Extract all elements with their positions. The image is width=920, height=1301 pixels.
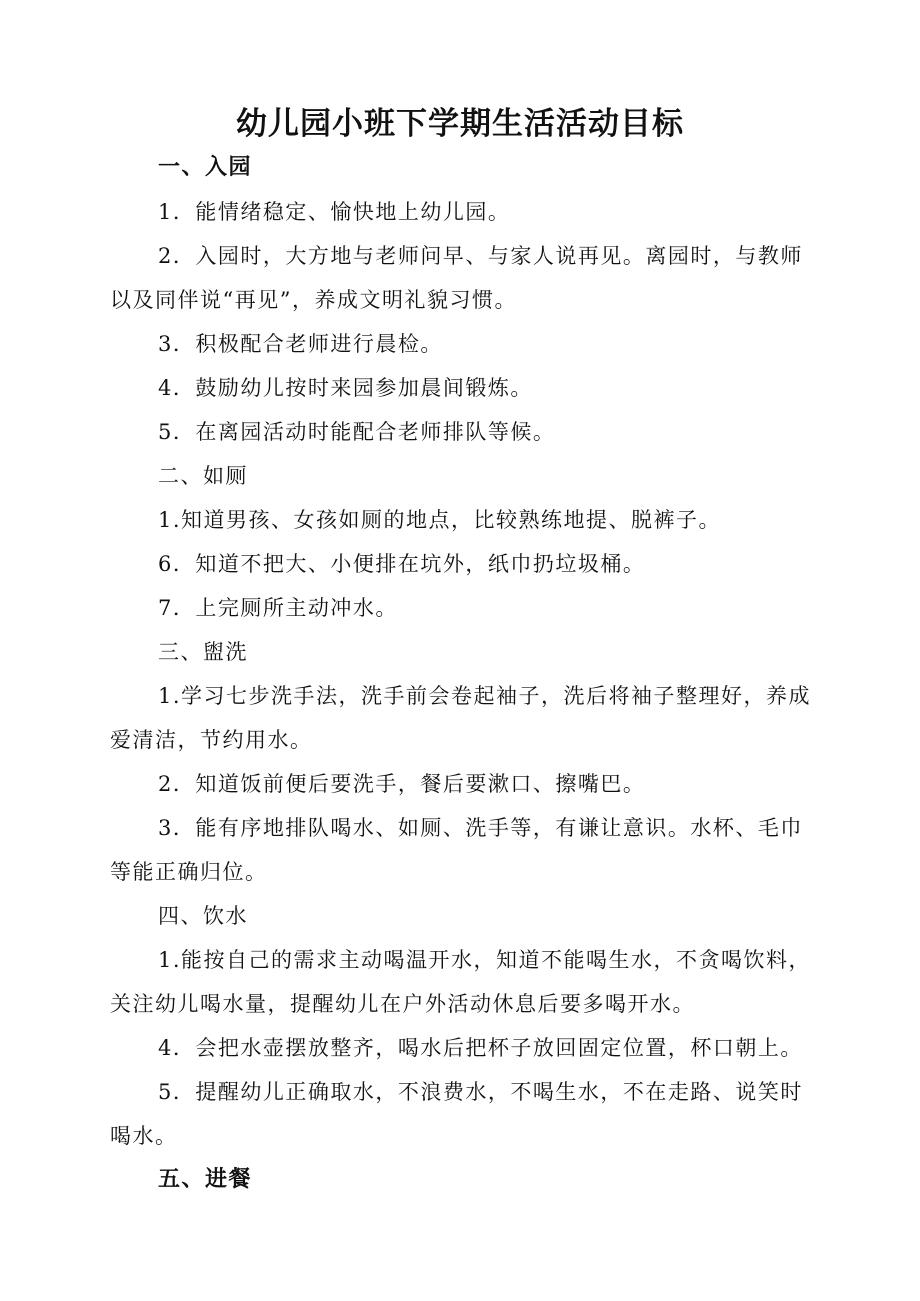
text-line: 7．上完厕所主动冲水。 [158,596,398,620]
text-line: 5．提醒幼儿正确取水，不浪费水，不喝生水，不在走路、说笑时 [158,1080,803,1104]
text-line: 3．能有序地排队喝水、如厕、洗手等，有谦让意识。水杯、毛巾 [158,816,803,840]
text-line: 4．鼓励幼儿按时来园参加晨间锻炼。 [158,376,533,400]
text-line: 喝水。 [110,1124,178,1148]
text-line: 三、盥洗 [158,640,248,664]
text-line: 5．在离园活动时能配合老师排队等候。 [158,420,556,444]
text-line: 关注幼儿喝水量，提醒幼儿在户外活动休息后要多喝开水。 [110,992,695,1016]
text-line: 四、饮水 [158,904,248,928]
text-line: 6．知道不把大、小便排在坑外，纸巾扔垃圾桶。 [158,552,646,576]
page-title: 幼儿园小班下学期生活活动目标 [236,106,684,142]
text-line: 4．会把水壶摆放整齐，喝水后把杯子放回固定位置，杯口朝上。 [158,1036,803,1060]
text-line: 二、如厕 [158,464,248,488]
text-line: 1.能按自己的需求主动喝温开水，知道不能喝生水，不贪喝饮料， [158,948,812,972]
text-line: 2．知道饭前便后要洗手，餐后要漱口、擦嘴巴。 [158,772,646,796]
text-line: 3．积极配合老师进行晨检。 [158,332,443,356]
text-line: 以及同伴说“再见”，养成文明礼貌习惯。 [110,288,517,312]
document-body [110,146,830,1158]
text-line: 1.学习七步洗手法，洗手前会卷起袖子，洗后将袖子整理好，养成 [158,684,812,708]
text-line: 爱清洁，节约用水。 [110,728,313,752]
text-line: 2．入园时，大方地与老师问早、与家人说再见。离园时，与教师 [158,244,803,268]
section-heading-dining: 五、进餐 [158,1167,253,1192]
text-line: 1．能情绪稳定、愉快地上幼儿园。 [158,200,511,224]
section-heading: 一、入园 [158,155,253,180]
text-line: 1.知道男孩、女孩如厕的地点，比较熟练地提、脱裤子。 [158,508,722,532]
text-line: 等能正确归位。 [110,860,268,884]
